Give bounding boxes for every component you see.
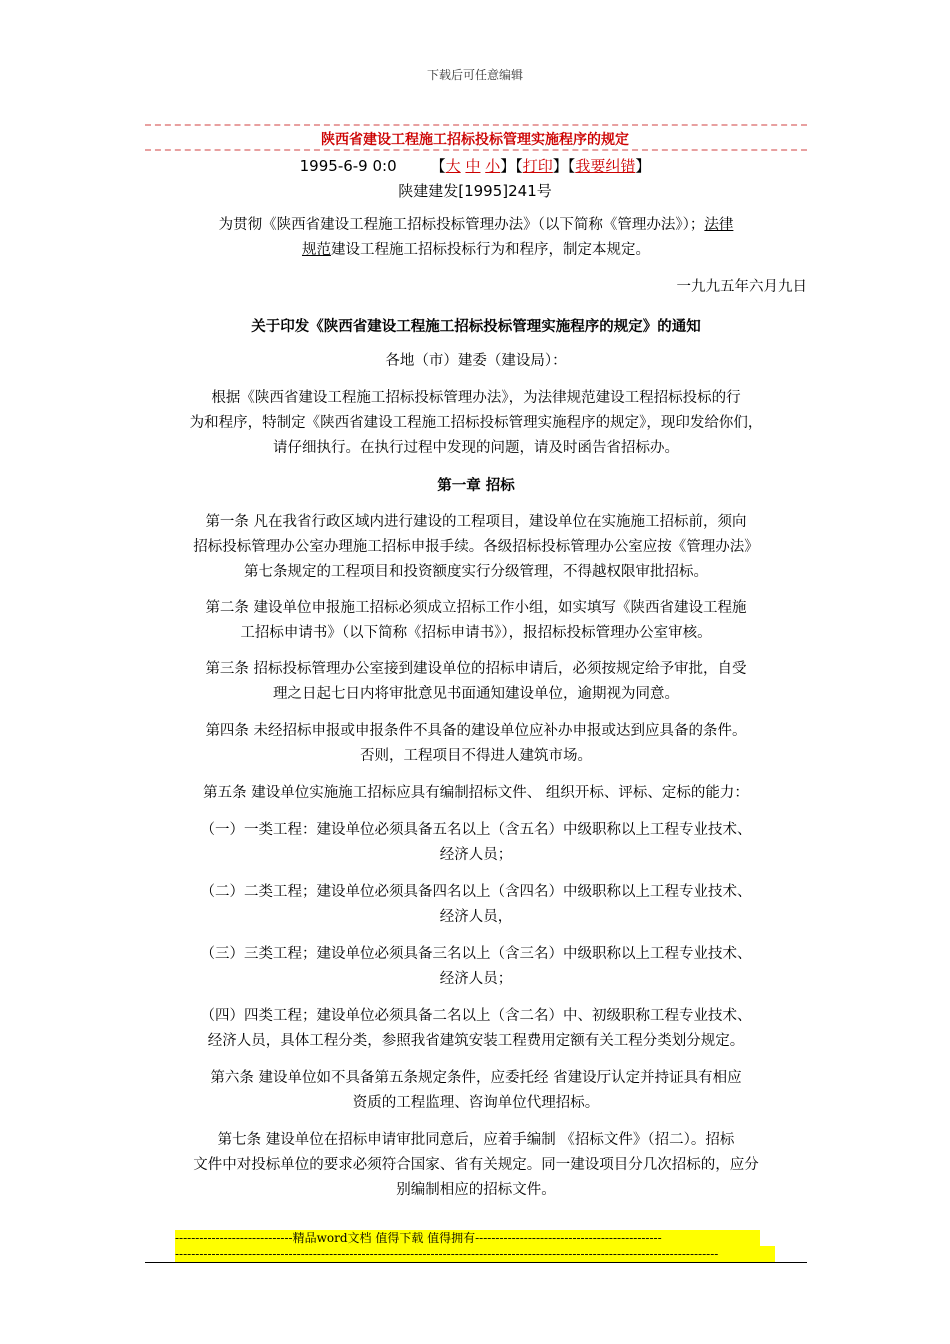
article-line: （四）四类工程；建设单位必须具备二名以上（含二名）中、初级职称工程专业技术、	[200, 1008, 752, 1024]
article-line: 经济人员；	[439, 971, 513, 987]
font-size-small-link[interactable]: 小	[485, 157, 501, 175]
article-line: 第七条规定的工程项目和投资额度实行分级管理，不得越权限审批招标。	[244, 564, 708, 580]
article-line: 资质的工程监理、咨询单位代理招标。	[352, 1095, 600, 1111]
article-5-item-4	[145, 1004, 807, 1054]
document-number: 陕建建发[1995]241号	[398, 182, 552, 200]
article-line: 经济人员；	[439, 847, 513, 863]
bracket-open: 【	[430, 157, 446, 175]
title-divider-top	[145, 124, 807, 126]
title-divider-bottom	[145, 149, 807, 151]
article-line: 第一条 凡在我省行政区域内进行建设的工程项目，建设单位在实施施工招标前，须向	[205, 514, 747, 530]
article-line: 第二条 建设单位申报施工招标必须成立招标工作小组，如实填写《陕西省建设工程施	[205, 600, 747, 616]
article-line: （二）二类工程；建设单位必须具备四名以上（含四名）中级职称以上工程专业技术、	[200, 884, 752, 900]
article-5	[145, 781, 807, 806]
footer-rule	[145, 1262, 807, 1263]
article-line: 别编制相应的招标文件。	[396, 1182, 556, 1198]
article-line: 第六条 建设单位如不具备第五条规定条件，应委托经 省建设厅认定并持证具有相应	[210, 1070, 742, 1086]
article-1	[145, 510, 807, 585]
notice-line: 为和程序，特制定《陕西省建设工程施工招标投标管理实施程序的规定》，现印发给你们，	[189, 415, 763, 431]
intro-underline-2: 规范	[302, 242, 331, 258]
article-line: 经济人员，具体工程分类，参照我省建筑安装工程费用定额有关工程分类划分规定。	[207, 1033, 745, 1049]
chapter-heading: 第一章 招标	[437, 477, 515, 494]
intro-text-1: 为贯彻《陕西省建设工程施工招标投标管理办法》（以下简称《管理办法》）；	[218, 217, 705, 233]
print-link[interactable]: 打印	[522, 157, 553, 175]
bracket-mid-1: 】【	[500, 157, 523, 175]
article-line: 第三条 招标投标管理办公室接到建设单位的招标申请后，必须按规定给予审批，自受	[205, 661, 747, 677]
article-line: 第五条 建设单位实施施工招标应具有编制招标文件、 组织开标、评标、定标的能力：	[203, 785, 749, 801]
article-line: 第四条 未经招标申报或申报条件不具备的建设单位应补办申报或达到应具备的条件。	[205, 723, 747, 739]
article-line: 文件中对投标单位的要求必须符合国家、省有关规定。同一建设项目分几次招标的，应分	[193, 1157, 759, 1173]
notice-body	[145, 386, 807, 461]
header-note: 下载后可任意编辑	[426, 68, 523, 82]
publish-date: 1995-6-9 0:0	[299, 157, 397, 175]
article-line: 否则，工程项目不得进人建筑市场。	[360, 748, 592, 764]
intro-underline-1: 法律	[704, 217, 734, 233]
intro-text-2: 建设工程施工招标投标行为和程序，制定本规定。	[331, 242, 650, 258]
footer-banner-line-2: --------------------------------------------------------------------------------------------------------------------------------------	[175, 1246, 775, 1262]
font-size-medium-link[interactable]: 中	[465, 157, 481, 175]
article-line: 第七条 建设单位在招标申请审批同意后，应着手编制 《招标文件》（招二）。招标	[217, 1132, 735, 1148]
article-5-item-2	[145, 880, 807, 930]
bracket-mid-2: 】【	[552, 157, 576, 175]
article-3	[145, 657, 807, 707]
page-title: 陕西省建设工程施工招标投标管理实施程序的规定	[321, 132, 629, 148]
article-5-item-1	[145, 818, 807, 868]
article-7	[145, 1128, 807, 1203]
article-line: 经济人员，	[439, 909, 513, 925]
article-line: 理之日起七日内将审批意见书面通知建设单位，逾期视为同意。	[273, 686, 679, 702]
font-size-large-link[interactable]: 大	[445, 157, 461, 175]
article-line: （三）三类工程；建设单位必须具备三名以上（含三名）中级职称以上工程专业技术、	[200, 946, 752, 962]
article-5-item-3	[145, 942, 807, 992]
article-line: （一）一类工程：建设单位必须具备五名以上（含五名）中级职称以上工程专业技术、	[200, 822, 752, 838]
article-line: 工招标申请书》（以下简称《招标申请书》），报招标投标管理办公室审核。	[240, 625, 712, 641]
intro-paragraph	[145, 213, 807, 263]
footer-banner-line-1: -----------------------------精品word文档 值得下载 值得拥有----------------------------------------------	[175, 1230, 760, 1246]
article-4	[145, 719, 807, 769]
bracket-close: 】	[635, 157, 651, 175]
article-line: 招标投标管理办公室办理施工招标申报手续。各级招标投标管理办公室应按《管理办法》	[193, 539, 759, 555]
article-2	[145, 596, 807, 646]
addressee: 各地（市）建委（建设局）：	[385, 353, 567, 369]
article-6	[145, 1066, 807, 1116]
report-error-link[interactable]: 我要纠错	[575, 157, 636, 175]
notice-title: 关于印发《陕西省建设工程施工招标投标管理实施程序的规定》的通知	[251, 318, 701, 335]
issue-date: 一九九五年六月九日	[676, 279, 807, 295]
notice-line: 请仔细执行。在执行过程中发现的问题，请及时函告省招标办。	[273, 440, 679, 456]
notice-line: 根据《陕西省建设工程施工招标投标管理办法》，为法律规范建设工程招标投标的行	[211, 390, 741, 406]
meta-line	[0, 155, 950, 176]
